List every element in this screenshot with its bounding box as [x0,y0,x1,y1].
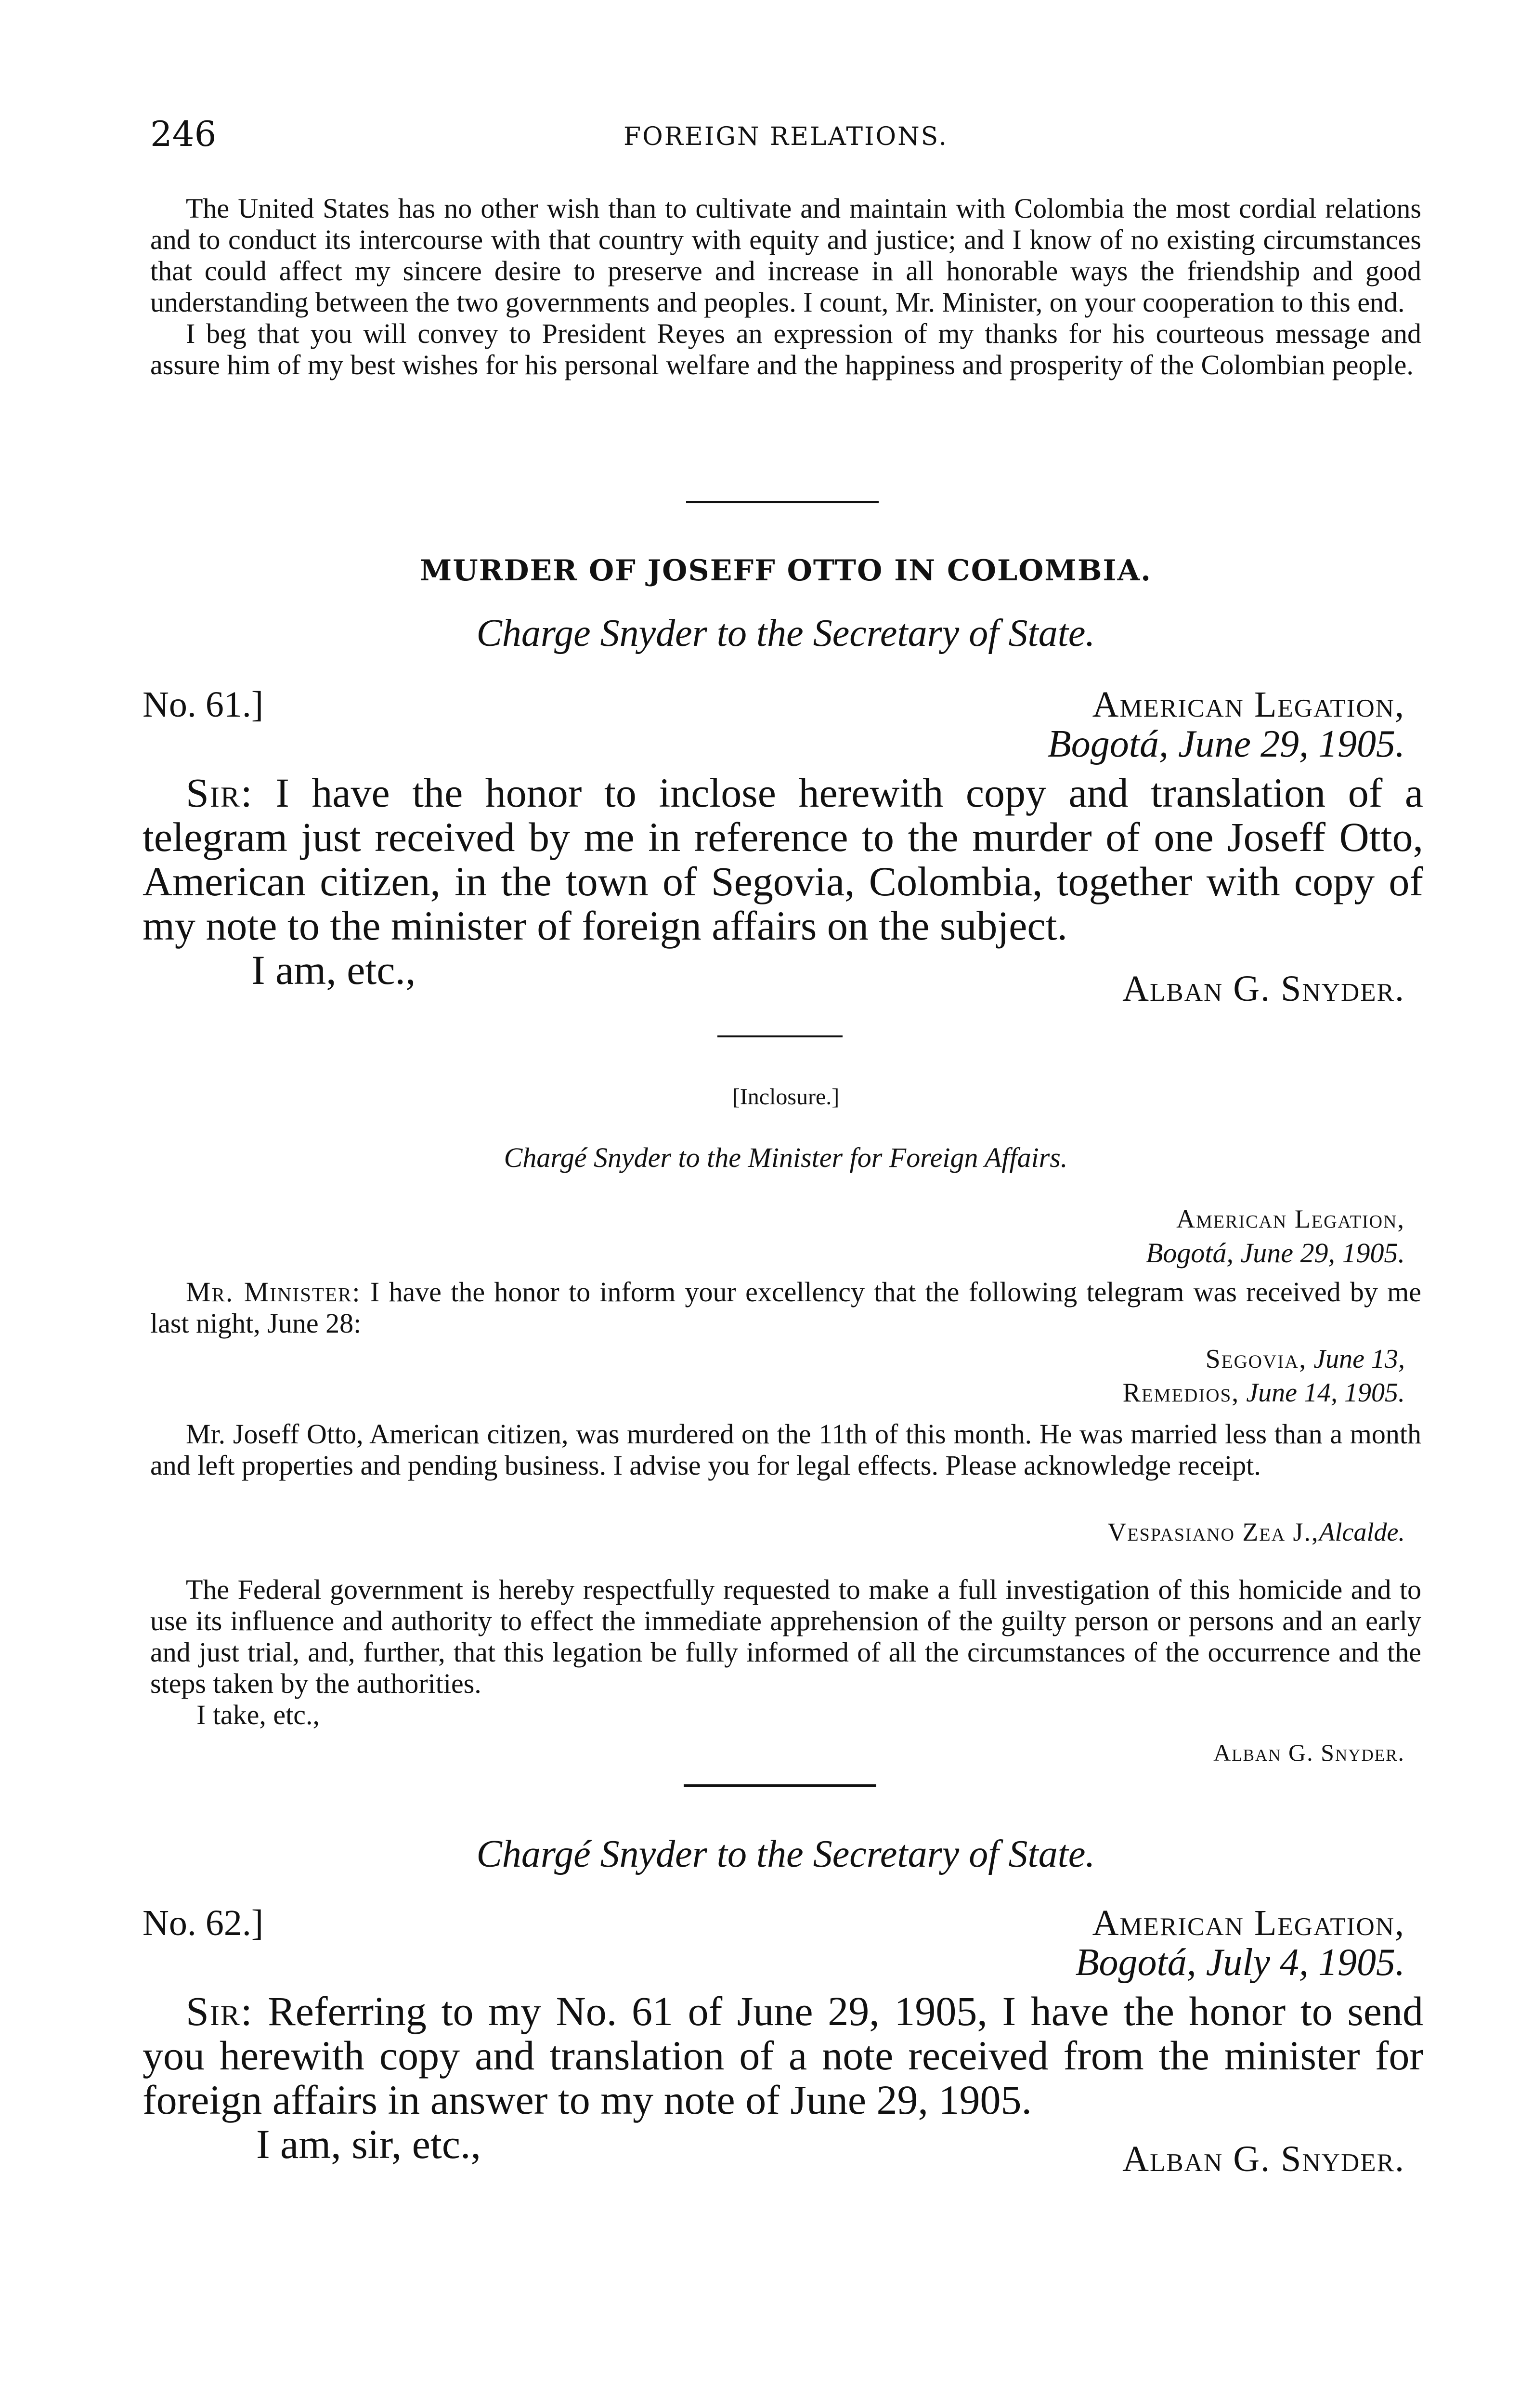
inclosure-place: American Legation, [1176,1204,1405,1233]
letter1-body: I have the honor to inclose herewith copy and translation of a telegram just received by me in reference to the murder of one Joseff Otto, American citizen, in the town of Segovia, Colombia, together with copy of my note to the minister of foreign affairs on the subject. [143,770,1424,949]
telegram-signer: Vespasiano Zea J., [1107,1518,1319,1546]
inclosure-label: [Inclosure.] [732,1084,840,1110]
intro-paragraph-2: I beg that you will convey to President Reyes an expression of my thanks for his courteous message and assure him of my best wishes for his personal welfare and the happiness and prosperity of the Colombian people. [150,318,1421,380]
inclosure-opening-paragraph [150,1276,1421,1339]
inclosure-request-text [150,1574,1421,1730]
inclosure-salutation: Mr. Minister: [186,1276,361,1308]
letter1-heading: Charge Snyder to the Secretary of State. [476,612,1095,654]
intro-paragraph-1: The United States has no other wish than to cultivate and maintain with Colombia the most cordial relations and to conduct its intercourse with that country with equity and justice; and I know of no existing circumstances that could affect my sincere desire to preserve and increase in all honorable ways the friendship and good understanding between the two governments and peoples. I count, Mr. Minister, on your cooperation to this end. [150,193,1421,318]
running-head: FOREIGN RELATIONS. [624,122,948,151]
telegram-place-2: Remedios, [1122,1378,1240,1408]
telegram-place-1: Segovia, [1205,1344,1307,1374]
intro-text [150,193,1421,380]
inclosure-date: Bogotá, June 29, 1905. [1145,1237,1405,1269]
letter2-date: Bogotá, July 4, 1905. [1075,1941,1405,1984]
telegram-text [150,1418,1421,1481]
telegram-paragraph: Mr. Joseff Otto, American citizen, was murdered on the 11th of this month. He was married less than a month and left properties and pending business. I advise you for legal effects. Please acknowledge receipt. [150,1418,1421,1481]
telegram-signature [1107,1517,1405,1547]
letter1-text [143,771,1423,992]
letter2-rule [684,1784,876,1787]
letter2-heading: Chargé Snyder to the Secretary of State. [476,1833,1095,1875]
letter1-number: No. 61.] [143,684,264,725]
letter1-place: American Legation, [1092,684,1405,725]
inclosure-signature: Alban G. Snyder. [1213,1739,1405,1766]
inclosure-closing: I take, etc., [196,1699,320,1730]
letter2-body-paragraph [143,1989,1423,2122]
letter2-body: Referring to my No. 61 of June 29, 1905, I have the honor to send you herewith copy and translation of a note received from the minister for foreign affairs in answer to my note of June 29, 1905. [143,1988,1424,2123]
inclosure-opening [150,1276,1421,1339]
inclosure-body: I have the honor to inform your excellency that the following telegram was received by me last night, June 28: [150,1276,1422,1339]
letter1-closing: I am, etc., [251,947,416,993]
letter1-salutation: Sir: [186,770,253,816]
section-title: MURDER OF JOSEFF OTTO IN COLOMBIA. [419,554,1152,588]
inclosure-request: The Federal government is hereby respectfully requested to make a full investigation of this homicide and to use its influence and authority to effect the immediate apprehension of the guilty person or persons and an early and just trial, and, further, that this legation be fully informed of all the circumstances of the occurrence and the steps taken by the authorities. [150,1574,1421,1699]
letter2-number: No. 62.] [143,1903,264,1943]
telegram-date-1: June 13, [1313,1344,1405,1374]
inclosure-heading: Chargé Snyder to the Minister for Foreign Affairs. [504,1142,1068,1173]
telegram-date-2: June 14, 1905. [1246,1378,1405,1408]
letter1-body-paragraph [143,771,1423,948]
telegram-signer-title: Alcalde. [1319,1518,1405,1546]
letter2-signature: Alban G. Snyder. [1122,2139,1405,2179]
letter2-salutation: Sir: [186,1988,253,2034]
letter1-signature: Alban G. Snyder. [1122,968,1405,1009]
section-rule [686,501,879,503]
page-number: 246 [150,114,217,154]
page-header [150,114,1421,157]
letter2-closing: I am, sir, etc., [256,2121,481,2167]
telegram-origin-2 [1123,1377,1405,1408]
inclosure-rule [717,1035,843,1037]
telegram-origin-1 [1206,1344,1405,1374]
letter1-date: Bogotá, June 29, 1905. [1047,723,1405,765]
letter2-place: American Legation, [1092,1903,1405,1943]
